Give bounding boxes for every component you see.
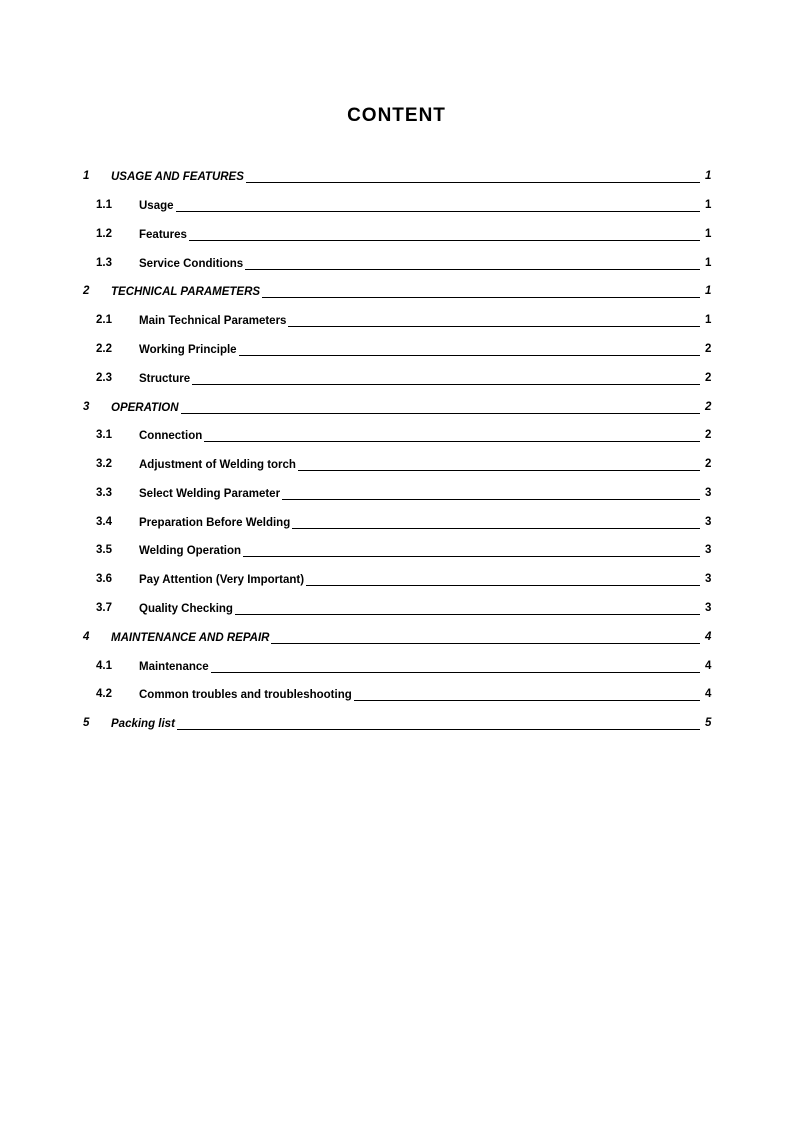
toc-entry-label: MAINTENANCE AND REPAIR <box>111 632 270 644</box>
toc-entry-label: Welding Operation <box>139 545 242 557</box>
toc-entry[interactable] <box>0 602 793 618</box>
toc-leader <box>176 199 700 212</box>
toc-entry-label: Packing list <box>111 718 175 730</box>
toc-entry-number: 3.6 <box>96 573 112 585</box>
toc-entry-number: 2.1 <box>96 314 112 326</box>
toc-entry-page: 3 <box>705 544 712 556</box>
toc-entry-page: 3 <box>705 602 712 614</box>
toc-entry-page: 4 <box>705 660 712 672</box>
toc-entry-number: 4 <box>83 631 90 643</box>
toc-entry-page: 2 <box>705 429 712 441</box>
toc-entry-page: 1 <box>705 228 712 240</box>
toc-entry-number: 2.3 <box>96 372 112 384</box>
toc-entry-number: 3.3 <box>96 487 112 499</box>
toc-leader <box>181 401 700 414</box>
toc-entry-number: 1.1 <box>96 199 112 211</box>
toc-entry-label: Preparation Before Welding <box>139 517 291 529</box>
toc-entry-page: 3 <box>705 516 712 528</box>
toc-entry-page: 1 <box>705 314 712 326</box>
toc-entry-label: Main Technical Parameters <box>139 315 287 327</box>
toc-entry-page: 3 <box>705 573 712 585</box>
toc-leader <box>189 228 700 241</box>
toc-entry[interactable] <box>0 228 793 244</box>
toc-entry-label: Service Conditions <box>139 258 244 270</box>
toc-entry-page: 4 <box>705 631 712 643</box>
toc-leader <box>282 487 700 500</box>
toc-entry[interactable] <box>0 516 793 532</box>
toc-entry-label: Connection <box>139 430 203 442</box>
toc-leader <box>354 688 700 701</box>
toc-entry-label: Usage <box>139 200 174 212</box>
toc-leader <box>243 544 700 557</box>
toc-leader <box>204 429 700 442</box>
toc-entry-label: Common troubles and troubleshooting <box>139 689 352 701</box>
toc-entry[interactable] <box>0 717 793 733</box>
toc-leader <box>192 372 700 385</box>
toc-entry-page: 1 <box>705 199 712 211</box>
toc-leader <box>177 717 700 730</box>
toc-leader <box>245 257 700 270</box>
toc-entry-page: 2 <box>705 343 712 355</box>
toc-entry-number: 3.7 <box>96 602 112 614</box>
toc-entry-number: 5 <box>83 717 90 729</box>
toc-entry-page: 1 <box>705 257 712 269</box>
toc-entry-label: Quality Checking <box>139 603 233 615</box>
toc-entry[interactable] <box>0 573 793 589</box>
toc-entry[interactable] <box>0 660 793 676</box>
toc-entry-label: TECHNICAL PARAMETERS <box>111 286 261 298</box>
toc-entry-number: 2.2 <box>96 343 112 355</box>
toc-leader <box>298 458 700 471</box>
toc-entry-number: 2 <box>83 285 90 297</box>
toc-leader <box>262 285 700 298</box>
toc-entry-label: Structure <box>139 373 191 385</box>
toc-entry-number: 3 <box>83 401 90 413</box>
toc-entry[interactable] <box>0 458 793 474</box>
toc-entry-number: 3.2 <box>96 458 112 470</box>
toc-entry[interactable] <box>0 631 793 647</box>
toc-entry[interactable] <box>0 401 793 417</box>
toc-leader <box>239 343 700 356</box>
toc-leader <box>271 631 700 644</box>
toc-entry-label: Maintenance <box>139 661 209 673</box>
page-title: CONTENT <box>347 105 446 126</box>
toc-entry-number: 4.1 <box>96 660 112 672</box>
toc-entry-page: 3 <box>705 487 712 499</box>
toc-entry-label: USAGE AND FEATURES <box>111 171 244 183</box>
toc-entry-page: 1 <box>705 170 712 182</box>
toc-leader <box>211 660 700 673</box>
toc-entry-page: 2 <box>705 458 712 470</box>
toc-entry-label: Select Welding Parameter <box>139 488 281 500</box>
toc-entry-number: 3.1 <box>96 429 112 441</box>
toc-leader <box>235 602 700 615</box>
toc-entry-number: 1.2 <box>96 228 112 240</box>
toc-entry-label: Pay Attention (Very Important) <box>139 574 305 586</box>
toc-leader <box>288 314 700 327</box>
toc-leader <box>292 516 700 529</box>
toc-entry-page: 1 <box>705 285 712 297</box>
toc-entry-page: 4 <box>705 688 712 700</box>
toc-entry-label: Working Principle <box>139 344 237 356</box>
toc-leader <box>246 170 700 183</box>
toc-entry[interactable] <box>0 688 793 704</box>
toc-entry-number: 1 <box>83 170 90 182</box>
toc-leader <box>306 573 700 586</box>
toc-entry-page: 5 <box>705 717 712 729</box>
toc-entry[interactable] <box>0 285 793 301</box>
toc-entry[interactable] <box>0 257 793 273</box>
toc-entry[interactable] <box>0 544 793 560</box>
toc-entry[interactable] <box>0 199 793 215</box>
toc-entry[interactable] <box>0 343 793 359</box>
toc-entry-number: 3.5 <box>96 544 112 556</box>
toc-entry-label: OPERATION <box>111 402 179 414</box>
toc-entry-page: 2 <box>705 372 712 384</box>
toc-entry[interactable] <box>0 170 793 186</box>
toc-entry[interactable] <box>0 314 793 330</box>
toc-entry-number: 3.4 <box>96 516 112 528</box>
toc-entry-label: Adjustment of Welding torch <box>139 459 296 471</box>
toc-entry[interactable] <box>0 372 793 388</box>
toc-entry-number: 1.3 <box>96 257 112 269</box>
toc-entry-number: 4.2 <box>96 688 112 700</box>
toc-entry-label: Features <box>139 229 187 241</box>
toc-entry-page: 2 <box>705 401 712 413</box>
toc-entry[interactable] <box>0 429 793 445</box>
toc-entry[interactable] <box>0 487 793 503</box>
